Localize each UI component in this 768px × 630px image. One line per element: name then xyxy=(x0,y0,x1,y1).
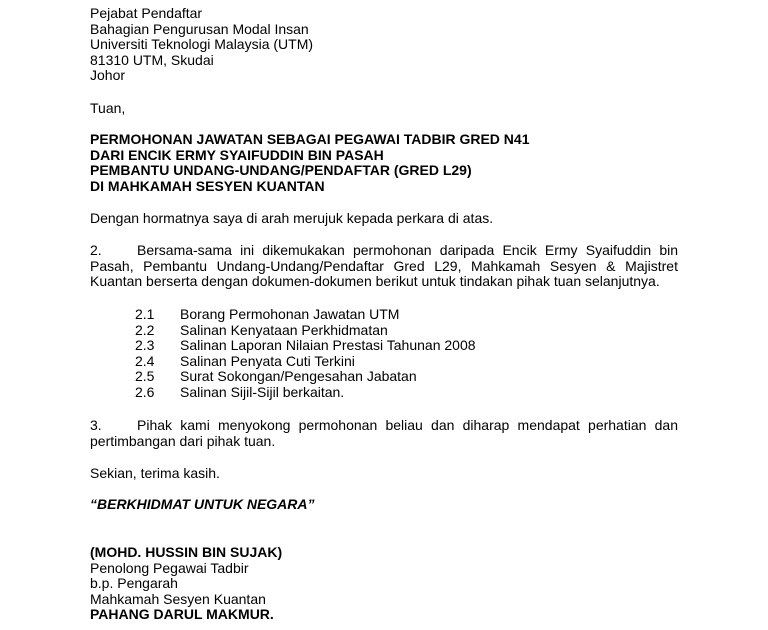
list-item-number: 2.4 xyxy=(135,352,155,369)
list-item-number: 2.3 xyxy=(135,337,155,354)
signatory-office: Mahkamah Sesyen Kuantan xyxy=(90,590,266,607)
list-item-number: 2.2 xyxy=(135,321,155,338)
address-line: Bahagian Pengurusan Modal Insan xyxy=(90,20,309,37)
recipient-address xyxy=(90,6,678,84)
signature-block xyxy=(90,545,678,623)
subject-line: PEMBANTU UNDANG-UNDANG/PENDAFTAR (GRED L29) xyxy=(90,162,472,179)
subject-line: DI MAHKAMAH SESYEN KUANTAN xyxy=(90,177,325,194)
paragraph-2 xyxy=(90,243,678,290)
paragraph-3 xyxy=(90,418,678,449)
address-line: 81310 UTM, Skudai xyxy=(90,51,214,68)
list-item xyxy=(135,307,476,323)
closing-line: Sekian, terima kasih. xyxy=(90,465,220,481)
list-item xyxy=(135,338,476,354)
list-item-label: Salinan Kenyataan Perkhidmatan xyxy=(180,321,388,338)
enclosure-list xyxy=(135,307,476,401)
subject-line: PERMOHONAN JAWATAN SEBAGAI PEGAWAI TADBIR GRED N41 xyxy=(90,131,530,147)
paragraph-text: Bersama-sama ini dikemukakan permohonan daripada Encik Ermy Syaifuddin bin Pasah, Pembantu Undang-Undang/Pendaftar Gred L29, Mahkamah Sesyen & Majistret Kuantan berserta dengan dokumen-dokumen berikut untuk tindakan pihak tuan selanjutnya. xyxy=(90,242,678,290)
subject-line: DARI ENCIK ERMY SYAIFUDDIN BIN PASAH xyxy=(90,146,384,163)
list-item-label: Borang Permohonan Jawatan UTM xyxy=(180,306,400,322)
list-item xyxy=(135,385,476,401)
paragraph-number: 2. xyxy=(90,242,102,258)
list-item-label: Surat Sokongan/Pengesahan Jabatan xyxy=(180,368,417,385)
salutation: Tuan, xyxy=(90,100,126,116)
signatory-state: PAHANG DARUL MAKMUR. xyxy=(90,606,274,623)
motto: “BERKHIDMAT UNTUK NEGARA” xyxy=(90,496,315,512)
signatory-title: Penolong Pegawai Tadbir xyxy=(90,559,249,576)
list-item-number: 2.5 xyxy=(135,368,155,385)
paragraph-text: Pihak kami menyokong permohonan beliau dan diharap mendapat perhatian dan pertimbangan dari pihak tuan. xyxy=(90,417,678,449)
list-item-label: Salinan Sijil-Sijil berkaitan. xyxy=(180,383,345,400)
intro-paragraph: Dengan hormatnya saya di arah merujuk kepada perkara di atas. xyxy=(90,210,494,226)
subject-heading xyxy=(90,132,678,194)
signatory-name: (MOHD. HUSSIN BIN SUJAK) xyxy=(90,544,283,560)
list-item xyxy=(135,323,476,339)
list-item-label: Salinan Laporan Nilaian Prestasi Tahunan 2008 xyxy=(180,337,476,354)
paragraph-number: 3. xyxy=(90,417,102,433)
address-line: Johor xyxy=(90,67,126,84)
list-item-number: 2.6 xyxy=(135,383,155,400)
list-item xyxy=(135,369,476,385)
address-line: Pejabat Pendaftar xyxy=(90,5,203,21)
list-item xyxy=(135,354,476,370)
list-item-label: Salinan Penyata Cuti Terkini xyxy=(180,352,355,369)
list-item-number: 2.1 xyxy=(135,306,155,322)
signatory-on-behalf: b.p. Pengarah xyxy=(90,575,178,592)
address-line: Universiti Teknologi Malaysia (UTM) xyxy=(90,36,314,53)
